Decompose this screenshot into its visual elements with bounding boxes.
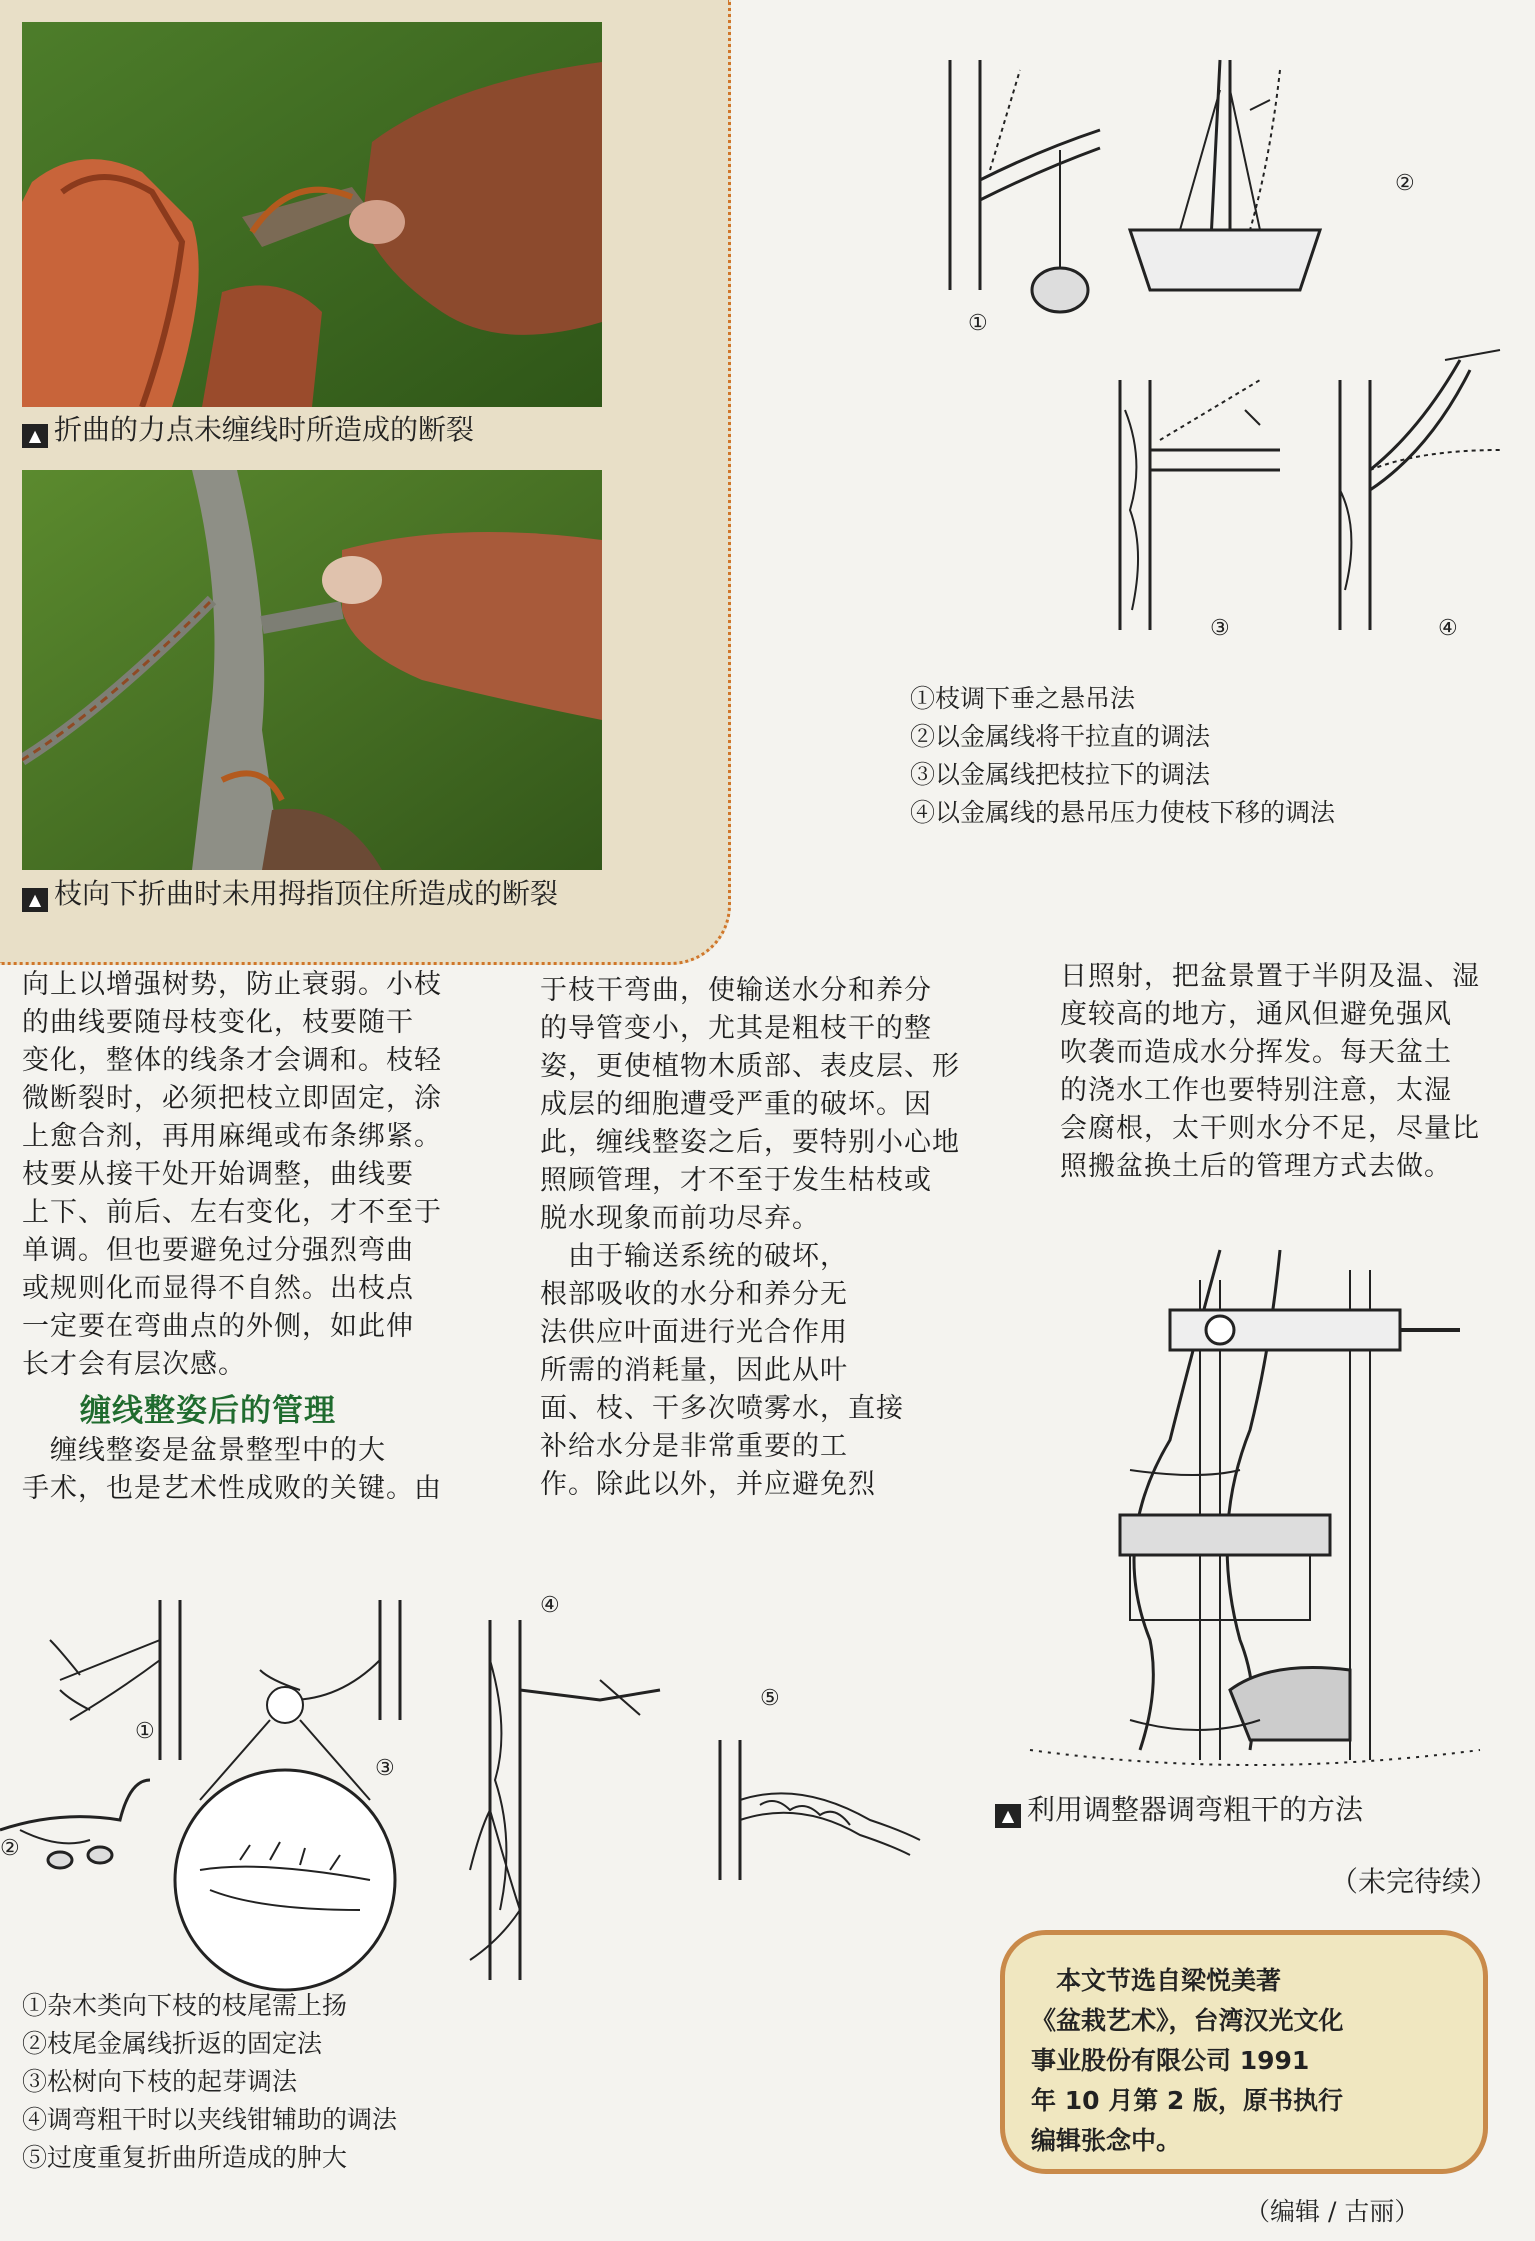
figure-right-caption-text: 利用调整器调弯粗干的方法 [1027, 1793, 1364, 1826]
fig-pot-straightening [1130, 60, 1320, 290]
fig-bottom-legend-item: ②枝尾金属线折返的固定法 [22, 2029, 323, 2058]
fig-hanging-pressure [1340, 350, 1500, 630]
photo-branch-break-2 [22, 470, 602, 870]
figure-right-device [1020, 1240, 1490, 1780]
fig-hanging-weight [950, 60, 1100, 312]
fig-bottom-legend-item: ⑤过度重复折曲所造成的肿大 [22, 2143, 348, 2172]
fig-bottom-legend-item: ③松树向下枝的起芽调法 [22, 2067, 298, 2096]
column-1-text-b: 缠线整姿是盆景整型中的大 手术，也是艺术性成败的关键。由 [22, 1435, 442, 1504]
triangle-marker-icon: ▲ [22, 424, 48, 448]
fig-bottom-marker-5: ⑤ [760, 1686, 780, 1711]
photo-2-caption [22, 874, 622, 914]
column-2-text: 于枝干弯曲，使输送水分和养分 的导管变小，尤其是粗枝干的整 姿，更使植物木质部、表皮层、形 成层的细胞遭受严重的破坏。因 此，缠线整姿之后，要特别小心地 照顾管理，才不至于发生枯枝或 脱水现象而前功尽弃。 [540, 975, 960, 1234]
figure-right-caption [995, 1790, 1363, 1830]
photo-1-caption-text: 折曲的力点未缠线时所造成的断裂 [54, 413, 475, 446]
column-2-text-b: 由于输送系统的破坏， 根部吸收的水分和养分无 法供应叶面进行光合作用 所需的消耗量，因此从叶 面、枝、干多次喷雾水，直接 补给水分是非常重要的工 作。除此以外，并应避免烈 [540, 1241, 904, 1500]
credit-box-text: 本文节选自梁悦美著 《盆栽艺术》，台湾汉光文化 事业股份有限公司 1991 年 10 月第 2 版，原书执行 编辑张念中。 [1031, 1966, 1344, 2155]
figure-top-legend [910, 680, 1335, 832]
column-3-text: 日照射，把盆景置于半阴及温、湿 度较高的地方，通风但避免强风 吹袭而造成水分挥发。每天盆土 的浇水工作也要特别注意，太湿 会腐根，太干则水分不足，尽量比 照搬盆换土后的管理方式去做。 [1060, 961, 1480, 1182]
figure-top-illustrations [900, 30, 1520, 670]
fig-wire-pull-down [1120, 380, 1280, 630]
fig-bottom-marker-4: ④ [540, 1593, 560, 1618]
triangle-marker-icon: ▲ [995, 1804, 1021, 1828]
fig-top-marker-1: ① [968, 311, 988, 336]
triangle-marker-icon: ▲ [22, 888, 48, 912]
photo-branch-break-1 [22, 22, 602, 407]
photo-panel [0, 0, 731, 965]
figure-bottom-illustrations [0, 1580, 960, 2000]
column-1-text: 向上以增强树势，防止衰弱。小枝 的曲线要随母枝变化，枝要随干 变化，整体的线条才会调和。枝轻 微断裂时，必须把枝立即固定，涂 上愈合剂，再用麻绳或布条绑紧。 枝要从接干处开始调整，曲线要 上下、前后、左右变化，才不至于 单调。但也要避免过分强烈弯曲 或规则化而显得不自然。出枝点 一定要在弯曲点的外侧，如此伸 长才会有层次感。 [22, 969, 442, 1380]
editor-note: （编辑 / 古丽） [1245, 2197, 1420, 2226]
fig-bottom-legend-item: ①杂木类向下枝的枝尾需上扬 [22, 1991, 348, 2020]
fig-bottom-marker-2: ② [0, 1836, 20, 1861]
fig-top-legend-item: ③以金属线把枝拉下的调法 [910, 760, 1211, 789]
credit-box [1000, 1930, 1488, 2174]
fig-top-marker-4: ④ [1438, 616, 1458, 641]
fig-bottom-marker-3: ③ [375, 1756, 395, 1781]
photo-2-caption-text: 枝向下折曲时未用拇指顶住所造成的断裂 [54, 877, 559, 910]
fig-top-marker-2: ② [1395, 171, 1415, 196]
continued-note: （未完待续） [1330, 1865, 1499, 1898]
fig-top-legend-item: ②以金属线将干拉直的调法 [910, 722, 1211, 751]
fig-top-marker-3: ③ [1210, 616, 1230, 641]
photo-1-caption [22, 410, 474, 450]
section-heading: 缠线整姿后的管理 [80, 1393, 336, 1429]
fig-bottom-legend-item: ④调弯粗干时以夹线钳辅助的调法 [22, 2105, 398, 2134]
fig-top-legend-item: ①枝调下垂之悬吊法 [910, 684, 1136, 713]
figure-bottom-legend [22, 1987, 397, 2177]
fig-top-legend-item: ④以金属线的悬吊压力使枝下移的调法 [910, 798, 1336, 827]
fig-bottom-marker-1: ① [135, 1719, 155, 1744]
